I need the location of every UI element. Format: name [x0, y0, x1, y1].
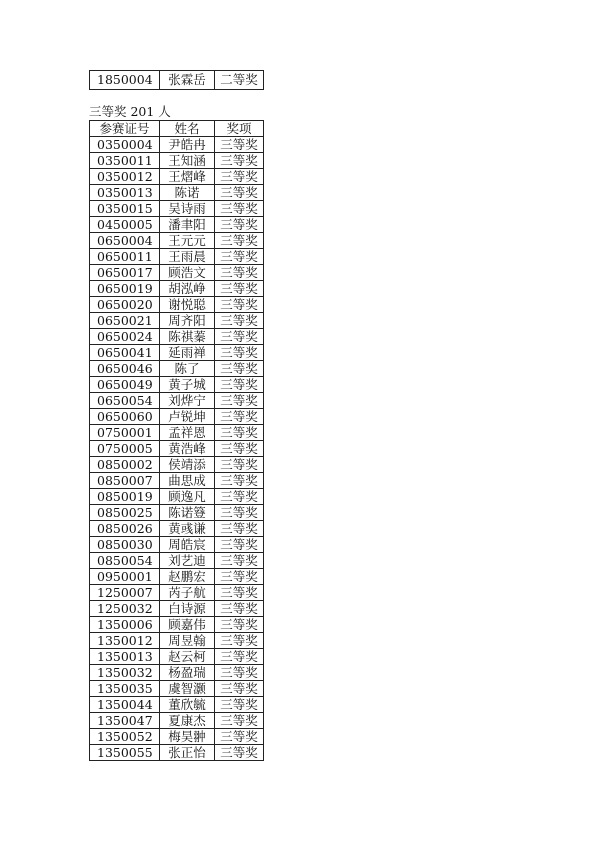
cell-name: 潘聿阳 — [160, 217, 215, 233]
table-row — [90, 601, 264, 617]
table-row — [90, 521, 264, 537]
cell-name: 陈诺簦 — [160, 505, 215, 521]
cell-name: 虞智灏 — [160, 681, 215, 697]
cell-name: 顾浩文 — [160, 265, 215, 281]
cell-name: 董欣毓 — [160, 697, 215, 713]
table-row — [90, 281, 264, 297]
cell-name: 芮子航 — [160, 585, 215, 601]
cell-award: 三等奖 — [215, 153, 264, 169]
cell-id: 1350012 — [90, 633, 160, 649]
cell-award: 三等奖 — [215, 185, 264, 201]
cell-id: 0650041 — [90, 345, 160, 361]
table-row — [90, 553, 264, 569]
cell-award: 三等奖 — [215, 537, 264, 553]
cell-award: 三等奖 — [215, 697, 264, 713]
table-row — [90, 697, 264, 713]
table-row — [90, 377, 264, 393]
cell-award: 三等奖 — [215, 329, 264, 345]
cell-name: 王元元 — [160, 233, 215, 249]
cell-id: 0650011 — [90, 249, 160, 265]
table-row — [90, 297, 264, 313]
cell-name: 顾嘉伟 — [160, 617, 215, 633]
cell-award: 三等奖 — [215, 633, 264, 649]
table-header — [90, 121, 264, 137]
cell-id: 1850004 — [90, 71, 160, 90]
cell-award: 三等奖 — [215, 681, 264, 697]
cell-award: 三等奖 — [215, 729, 264, 745]
table-row — [90, 457, 264, 473]
cell-award: 三等奖 — [215, 569, 264, 585]
table-row — [90, 409, 264, 425]
cell-id: 0750005 — [90, 441, 160, 457]
cell-id: 0850007 — [90, 473, 160, 489]
third-prize-table — [89, 120, 264, 761]
continued-award-table — [89, 70, 264, 90]
cell-id: 0850030 — [90, 537, 160, 553]
cell-name: 张霖岳 — [160, 71, 215, 90]
cell-id: 0650019 — [90, 281, 160, 297]
cell-name: 张正怡 — [160, 745, 215, 761]
cell-id: 0650054 — [90, 393, 160, 409]
cell-id: 0650004 — [90, 233, 160, 249]
cell-award: 三等奖 — [215, 409, 264, 425]
cell-award: 三等奖 — [215, 745, 264, 761]
table-row — [90, 649, 264, 665]
cell-name: 尹皓冉 — [160, 137, 215, 153]
table-row — [90, 393, 264, 409]
cell-award: 三等奖 — [215, 281, 264, 297]
cell-name: 黄浩峰 — [160, 441, 215, 457]
cell-id: 0650024 — [90, 329, 160, 345]
cell-id: 0650060 — [90, 409, 160, 425]
table-row — [90, 569, 264, 585]
cell-id: 1250032 — [90, 601, 160, 617]
table-row — [90, 617, 264, 633]
table-row — [90, 217, 264, 233]
cell-name: 谢悦聪 — [160, 297, 215, 313]
table-row — [90, 265, 264, 281]
cell-award: 三等奖 — [215, 713, 264, 729]
cell-award: 三等奖 — [215, 233, 264, 249]
cell-name: 孟祥恩 — [160, 425, 215, 441]
cell-id: 0350004 — [90, 137, 160, 153]
table-row — [90, 633, 264, 649]
cell-id: 0650049 — [90, 377, 160, 393]
table-row — [90, 137, 264, 153]
cell-name: 王雨晨 — [160, 249, 215, 265]
cell-name: 黄彧谦 — [160, 521, 215, 537]
cell-award: 三等奖 — [215, 649, 264, 665]
header-row — [90, 121, 264, 137]
cell-id: 0450005 — [90, 217, 160, 233]
table-row — [90, 153, 264, 169]
table-row — [90, 345, 264, 361]
cell-id: 0350011 — [90, 153, 160, 169]
cell-name: 周齐阳 — [160, 313, 215, 329]
cell-id: 0650021 — [90, 313, 160, 329]
cell-award: 三等奖 — [215, 265, 264, 281]
table-row — [90, 169, 264, 185]
cell-id: 1350055 — [90, 745, 160, 761]
cell-award: 三等奖 — [215, 249, 264, 265]
table-row — [90, 425, 264, 441]
cell-award: 三等奖 — [215, 393, 264, 409]
cell-award: 三等奖 — [215, 217, 264, 233]
cell-id: 1350013 — [90, 649, 160, 665]
cell-name: 陈祺蓁 — [160, 329, 215, 345]
cell-award: 三等奖 — [215, 345, 264, 361]
cell-name: 顾逸凡 — [160, 489, 215, 505]
header-id: 参赛证号 — [90, 121, 160, 137]
header-award: 奖项 — [215, 121, 264, 137]
cell-award: 三等奖 — [215, 473, 264, 489]
cell-award: 三等奖 — [215, 665, 264, 681]
header-name: 姓名 — [160, 121, 215, 137]
cell-name: 陈了 — [160, 361, 215, 377]
cell-award: 三等奖 — [215, 313, 264, 329]
cell-award: 三等奖 — [215, 617, 264, 633]
cell-name: 夏康杰 — [160, 713, 215, 729]
cell-award: 三等奖 — [215, 425, 264, 441]
table-row — [90, 313, 264, 329]
cell-name: 陈诺 — [160, 185, 215, 201]
cell-id: 0350015 — [90, 201, 160, 217]
table-row — [90, 729, 264, 745]
table-row — [90, 329, 264, 345]
cell-name: 周皓宸 — [160, 537, 215, 553]
cell-id: 0850054 — [90, 553, 160, 569]
table-row — [90, 505, 264, 521]
table-row — [90, 681, 264, 697]
cell-id: 1350032 — [90, 665, 160, 681]
cell-id: 0950001 — [90, 569, 160, 585]
cell-name: 侯靖添 — [160, 457, 215, 473]
table-row — [90, 585, 264, 601]
cell-name: 王知涵 — [160, 153, 215, 169]
table-row — [90, 745, 264, 761]
cell-award: 三等奖 — [215, 585, 264, 601]
cell-name: 卢锐坤 — [160, 409, 215, 425]
cell-id: 0650017 — [90, 265, 160, 281]
cell-award: 三等奖 — [215, 441, 264, 457]
cell-name: 王熠峰 — [160, 169, 215, 185]
cell-name: 白诗源 — [160, 601, 215, 617]
cell-award: 三等奖 — [215, 361, 264, 377]
cell-id: 0650046 — [90, 361, 160, 377]
cell-id: 0350013 — [90, 185, 160, 201]
cell-id: 0750001 — [90, 425, 160, 441]
cell-award: 三等奖 — [215, 457, 264, 473]
cell-id: 1350047 — [90, 713, 160, 729]
continued-award-table-body — [90, 71, 264, 90]
table-row — [90, 249, 264, 265]
cell-award: 三等奖 — [215, 601, 264, 617]
cell-name: 赵云柯 — [160, 649, 215, 665]
cell-award: 三等奖 — [215, 521, 264, 537]
cell-id: 1350052 — [90, 729, 160, 745]
table-row — [90, 201, 264, 217]
cell-name: 刘艺迪 — [160, 553, 215, 569]
cell-id: 0850026 — [90, 521, 160, 537]
cell-award: 三等奖 — [215, 489, 264, 505]
table-row — [90, 537, 264, 553]
cell-id: 0850002 — [90, 457, 160, 473]
cell-name: 黄子城 — [160, 377, 215, 393]
table-row — [90, 71, 264, 90]
cell-name: 周昱翰 — [160, 633, 215, 649]
cell-name: 延雨禅 — [160, 345, 215, 361]
cell-award: 二等奖 — [215, 71, 264, 90]
cell-name: 杨盈瑞 — [160, 665, 215, 681]
cell-id: 1250007 — [90, 585, 160, 601]
table-row — [90, 713, 264, 729]
cell-award: 三等奖 — [215, 505, 264, 521]
cell-award: 三等奖 — [215, 377, 264, 393]
cell-name: 刘烨宁 — [160, 393, 215, 409]
cell-id: 1350006 — [90, 617, 160, 633]
table-row — [90, 665, 264, 681]
table-row — [90, 441, 264, 457]
cell-award: 三等奖 — [215, 137, 264, 153]
table-row — [90, 361, 264, 377]
cell-id: 0350012 — [90, 169, 160, 185]
table-row — [90, 489, 264, 505]
cell-id: 0650020 — [90, 297, 160, 313]
cell-name: 吴诗雨 — [160, 201, 215, 217]
cell-award: 三等奖 — [215, 553, 264, 569]
table-row — [90, 473, 264, 489]
cell-name: 曲思成 — [160, 473, 215, 489]
cell-award: 三等奖 — [215, 201, 264, 217]
cell-id: 0850025 — [90, 505, 160, 521]
cell-award: 三等奖 — [215, 169, 264, 185]
table-row — [90, 233, 264, 249]
section-heading: 三等奖 201 人 — [89, 104, 171, 119]
cell-id: 1350044 — [90, 697, 160, 713]
table-row — [90, 185, 264, 201]
cell-name: 胡泓峥 — [160, 281, 215, 297]
cell-id: 1350035 — [90, 681, 160, 697]
cell-name: 赵鹏宏 — [160, 569, 215, 585]
cell-id: 0850019 — [90, 489, 160, 505]
cell-name: 梅昊翀 — [160, 729, 215, 745]
third-prize-table-body — [90, 137, 264, 761]
cell-award: 三等奖 — [215, 297, 264, 313]
